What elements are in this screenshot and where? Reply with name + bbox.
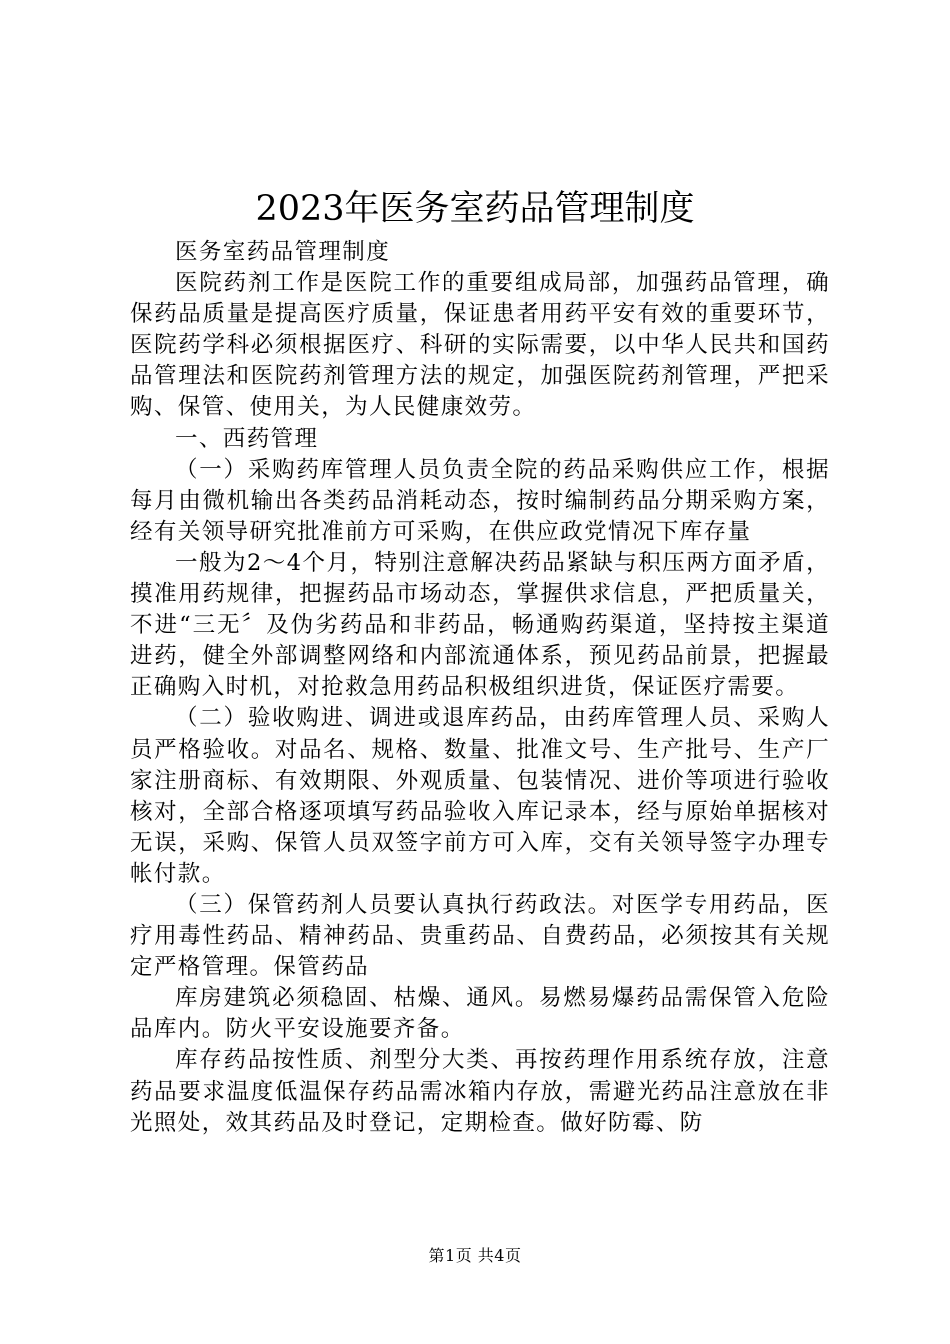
paragraph-procurement: （一）采购药库管理人员负责全院的药品采购供应工作，根据每月由微机输出各类药品消耗动态，按时编制药品分期采购方案，经有关领导研究批准前方可采购，在供应政党情况下库存量	[130, 456, 830, 545]
paragraph-acceptance: （二）验收购进、调进或退库药品，由药库管理人员、采购人员严格验收。对品名、规格、数量、批准文号、生产批号、生产厂家注册商标、有效期限、外观质量、包装情况、进价等项进行验收核对，全部合格逐项填写药品验收入库记录本，经与原始单据核对无误，采购、保管人员双签字前方可入库，交有关领导签字办理专帐付款。	[130, 705, 830, 887]
document-body	[130, 237, 830, 1139]
paragraph-inventory: 库存药品按性质、剂型分大类、再按药理作用系统存放，注意药品要求温度低温保存药品需冰箱内存放，需避光药品注意放在非光照处，效其药品及时登记，定期检查。做好防霉、防	[130, 1047, 830, 1136]
document-title: 2023年医务室药品管理制度	[255, 189, 695, 229]
paragraph-stock-level: 一般为2～4个月，特别注意解决药品紧缺与积压两方面矛盾，摸准用药规律，把握药品市场动态，掌握供求信息，严把质量关，不进“三无〞及伪劣药品和非药品，畅通购药渠道，坚持按主渠道进药，健全外部调整网络和内部流通体系，预见药品前景，把握最正确购入时机，对抢救急用药品积极组织进货，保证医疗需要。	[130, 549, 830, 701]
paragraph-subtitle: 医务室药品管理制度	[175, 239, 391, 265]
section-heading-western-medicine: 一、西药管理	[175, 425, 319, 452]
paragraph-storage: （三）保管药剂人员要认真执行药政法。对医学专用药品，医疗用毒性药品、精神药品、贵重药品、自费药品，必须按其有关规定严格管理。保管药品	[130, 891, 830, 981]
paragraph-warehouse: 库房建筑必须稳固、枯燥、通风。易燃易爆药品需保管入危险品库内。防火平安设施要齐备。	[130, 985, 830, 1043]
paragraph-intro: 医院药剂工作是医院工作的重要组成局部，加强药品管理，确保药品质量是提高医疗质量，保证患者用药平安有效的重要环节，医院药学科必须根据医疗、科研的实际需要，以中华人民共和国药品管理法和医院药剂管理方法的规定，加强医院药剂管理，严把采购、保管、使用关，为人民健康效劳。	[130, 270, 830, 421]
page-footer: 第1页 共4页	[428, 1246, 522, 1265]
